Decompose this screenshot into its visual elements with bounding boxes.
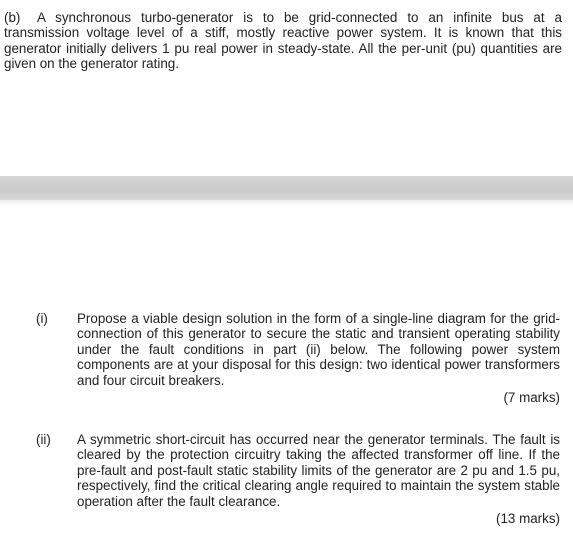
page-divider bbox=[0, 176, 573, 200]
part-number: (i) bbox=[36, 311, 48, 326]
part-text: A symmetric short-circuit has occurred near the generator terminals. The fault is cleared by the protection circuitry taking the affected transformer off line. If the pre-fault and post-fault static stability limits of the generator are 2 pu and 1.5 pu, respectively, find the critical clearing angle required to maintain the system stable operation after the fault clearance. bbox=[77, 432, 560, 509]
question-label: (b) bbox=[4, 10, 21, 25]
part-i bbox=[36, 311, 560, 405]
part-marks: (13 marks) bbox=[496, 511, 560, 527]
question-b bbox=[4, 10, 562, 72]
page-divider-shadow bbox=[0, 200, 573, 206]
part-marks: (7 marks) bbox=[503, 390, 560, 406]
part-text: Propose a viable design solution in the form of a single-line diagram for the grid-connection of this generator to secure the static and transient operating stability under the fault conditions in part (ii) below. The following power system components are at your disposal for this design: two identical power transformers and four circuit breakers. bbox=[77, 311, 560, 388]
part-ii bbox=[36, 432, 560, 526]
part-number: (ii) bbox=[36, 432, 51, 447]
question-text: A synchronous turbo-generator is to be grid-connected to an infinite bus at a transmission voltage level of a stiff, mostly reactive power system. It is known that this generator initially delivers 1 pu real power in steady-state. All the per-unit (pu) quantities are given on the generator rating. bbox=[4, 10, 562, 72]
